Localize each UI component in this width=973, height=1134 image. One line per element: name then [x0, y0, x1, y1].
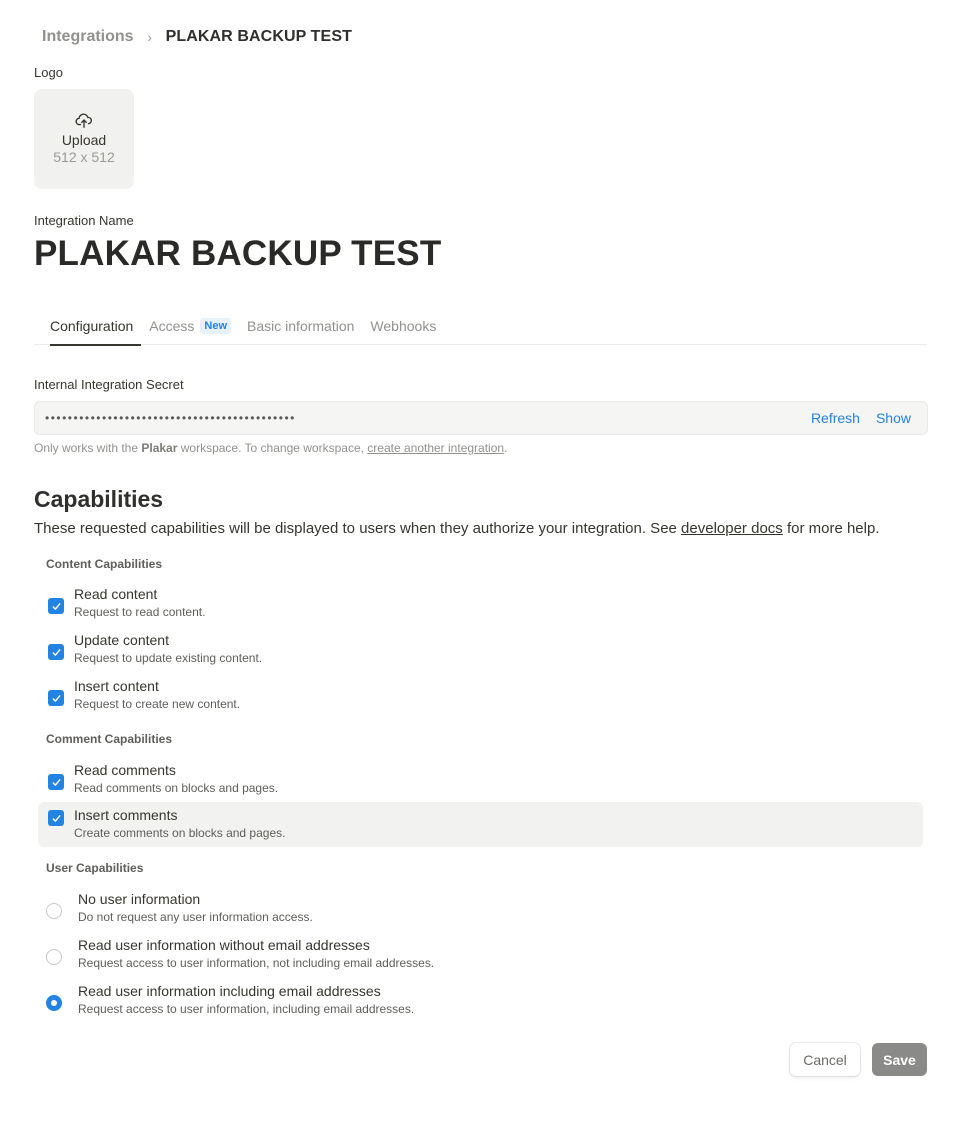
item-description: Read comments on blocks and pages. [74, 781, 279, 795]
secret-masked-value: •••••••••••••••••••••••••••••••••••••••••••• [45, 411, 296, 425]
item-title: Read user information including email addresses [78, 983, 381, 999]
item-description: Request access to user information, not including email addresses. [78, 956, 435, 970]
checkbox-checked[interactable] [48, 598, 64, 614]
secret-help-text [34, 441, 507, 455]
upload-size-hint: 512 x 512 [53, 149, 115, 165]
breadcrumb-current: PLAKAR BACKUP TEST [165, 28, 352, 45]
show-secret-button[interactable]: Show [875, 410, 911, 426]
no-user-information-radio[interactable] [38, 889, 923, 935]
insert-content-checkbox[interactable] [38, 676, 923, 722]
read-user-info-with-email-radio[interactable] [38, 981, 923, 1027]
checkmark-icon [51, 813, 62, 824]
item-title: Read user information without email addresses [78, 937, 370, 953]
content-capabilities-label: Content Capabilities [46, 557, 163, 571]
item-title: No user information [78, 891, 201, 907]
refresh-secret-button[interactable]: Refresh [810, 410, 860, 426]
read-user-info-without-email-radio[interactable] [38, 935, 923, 981]
capabilities-description [34, 520, 880, 537]
tab-bar [34, 306, 927, 345]
new-badge: New [200, 318, 231, 334]
breadcrumb [42, 26, 352, 48]
logo-label: Logo [34, 65, 63, 80]
item-title: Insert content [74, 678, 159, 694]
upload-label: Upload [61, 132, 107, 148]
item-title: Read comments [74, 762, 176, 778]
insert-comments-checkbox[interactable] [38, 802, 923, 847]
tab-access[interactable] [141, 306, 239, 345]
create-integration-link[interactable]: create another integration [367, 441, 505, 455]
breadcrumb-integrations-link[interactable]: Integrations [42, 28, 134, 45]
item-title: Read content [74, 586, 158, 602]
read-content-checkbox[interactable] [38, 584, 923, 630]
user-capabilities-label: User Capabilities [46, 861, 144, 875]
item-description: Request to create new content. [74, 697, 241, 711]
desc-suffix: for more help. [782, 520, 880, 537]
radio-selected[interactable] [46, 995, 62, 1011]
help-middle: workspace. To change workspace, [177, 441, 368, 455]
cloud-upload-icon [75, 112, 93, 130]
save-button[interactable]: Save [872, 1043, 927, 1076]
tab-label: Basic information [247, 317, 355, 334]
integration-name-label: Integration Name [34, 213, 134, 228]
chevron-right-icon: › [147, 29, 152, 45]
item-description: Request to read content. [74, 605, 206, 619]
radio-unselected[interactable] [46, 903, 62, 919]
checkbox-checked[interactable] [48, 810, 64, 826]
checkmark-icon [51, 777, 62, 788]
secret-field [34, 401, 928, 435]
tab-label: Webhooks [370, 317, 437, 334]
checkmark-icon [51, 601, 62, 612]
secret-label: Internal Integration Secret [34, 377, 184, 392]
item-description: Do not request any user information access. [78, 910, 313, 924]
desc-prefix: These requested capabilities will be displayed to users when they authorize your integration. See [34, 520, 682, 537]
workspace-name: Plakar [141, 441, 178, 455]
item-description: Request to update existing content. [74, 651, 263, 665]
read-comments-checkbox[interactable] [38, 760, 923, 806]
item-title: Update content [74, 632, 169, 648]
checkbox-checked[interactable] [48, 690, 64, 706]
tab-label: Configuration [50, 317, 134, 334]
logo-upload-button[interactable] [34, 89, 134, 189]
checkmark-icon [51, 693, 62, 704]
tab-basic-information[interactable] [239, 306, 362, 345]
checkbox-checked[interactable] [48, 644, 64, 660]
tab-webhooks[interactable] [362, 306, 444, 345]
item-description: Create comments on blocks and pages. [74, 826, 286, 840]
tab-configuration[interactable] [42, 306, 141, 345]
capabilities-heading: Capabilities [34, 486, 164, 512]
item-title: Insert comments [74, 807, 178, 823]
update-content-checkbox[interactable] [38, 630, 923, 676]
radio-unselected[interactable] [46, 949, 62, 965]
help-prefix: Only works with the [34, 441, 142, 455]
developer-docs-link[interactable]: developer docs [681, 520, 783, 537]
checkbox-checked[interactable] [48, 774, 64, 790]
help-suffix: . [504, 441, 508, 455]
integration-name-field[interactable]: PLAKAR BACKUP TEST [34, 234, 442, 273]
item-description: Request access to user information, including email addresses. [78, 1002, 415, 1016]
checkmark-icon [51, 647, 62, 658]
tab-label: Access [149, 317, 195, 334]
comment-capabilities-label: Comment Capabilities [46, 732, 173, 746]
cancel-button[interactable]: Cancel [790, 1043, 860, 1076]
